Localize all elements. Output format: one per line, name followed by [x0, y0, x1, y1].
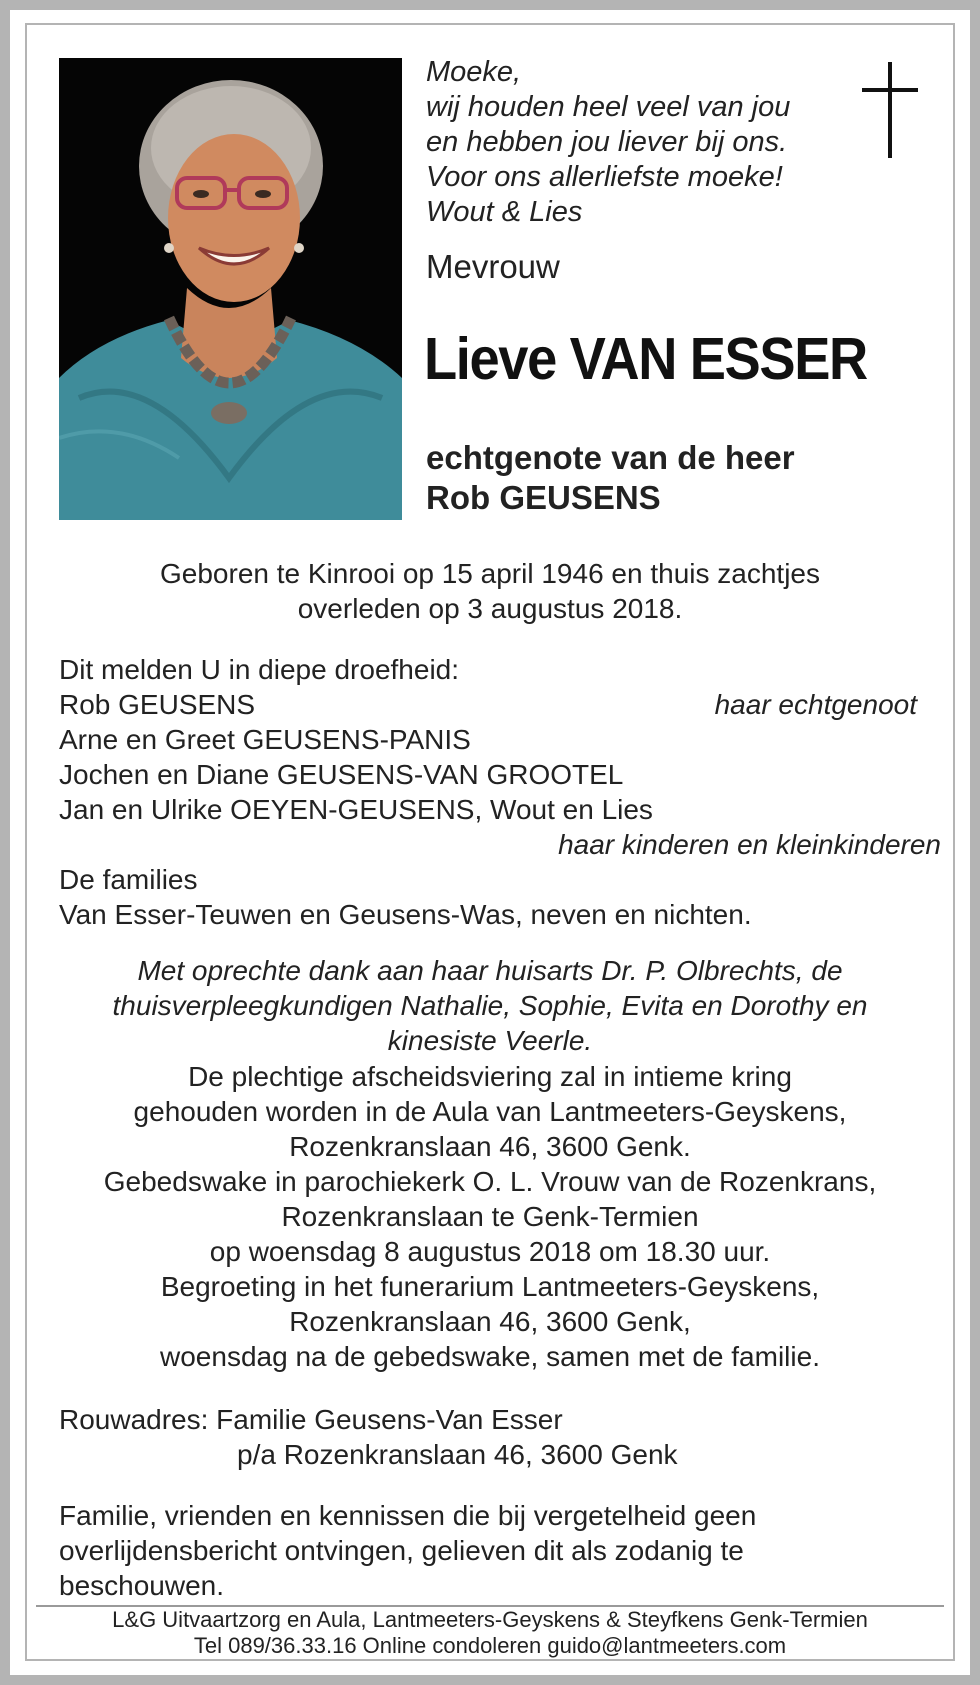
- family-announcement: [59, 652, 941, 932]
- cross-icon: [862, 62, 920, 158]
- dedication-line: wij houden heel veel van jou: [426, 91, 791, 123]
- ceremony-line: Gebedswake in parochiekerk O. L. Vrouw van de Rozenkrans,: [103, 1166, 877, 1197]
- address-line: p/a Rozenkranslaan 46, 3600 Genk: [237, 1439, 678, 1470]
- address-line: Rouwadres: Familie Geusens-Van Esser: [59, 1404, 563, 1435]
- announcement-intro: Dit melden U in diepe droefheid:: [59, 654, 460, 685]
- families-label: De families: [59, 864, 198, 895]
- spouse-name: Rob GEUSENS: [426, 479, 661, 516]
- thanks-paragraph: [40, 953, 940, 1058]
- birth-death-info: [40, 556, 940, 626]
- notice-line: beschouwen.: [59, 1570, 225, 1601]
- ceremony-line: De plechtige afscheidsviering zal in intieme kring: [188, 1061, 792, 1092]
- dedication-line: Moeke,: [426, 56, 522, 88]
- husband-row: [59, 687, 929, 722]
- footer: [40, 1607, 940, 1659]
- ceremony-line: Rozenkranslaan te Genk-Termien: [281, 1201, 699, 1232]
- deceased-name: Lieve VAN ESSER: [424, 326, 867, 392]
- thanks-line: Met oprechte dank aan haar huisarts Dr. P. Olbrechts, de: [137, 955, 843, 986]
- ceremony-line: Rozenkranslaan 46, 3600 Genk.: [289, 1131, 691, 1162]
- notice-line: Familie, vrienden en kennissen die bij vergetelheid geen: [59, 1500, 757, 1531]
- notice-line: overlijdensbericht ontvingen, gelieven dit als zodanig te: [59, 1535, 744, 1566]
- spouse-relation: echtgenote van de heer: [426, 439, 795, 476]
- dedication-line: en hebben jou liever bij ons.: [426, 126, 788, 158]
- children-role-row: [59, 827, 941, 862]
- dedication-line: Voor ons allerliefste moeke!: [426, 161, 783, 193]
- ceremony-line: woensdag na de gebedswake, samen met de familie.: [160, 1341, 820, 1372]
- birth-death-line: Geboren te Kinrooi op 15 april 1946 en thuis zachtjes: [160, 558, 820, 589]
- ceremony-line: Rozenkranslaan 46, 3600 Genk,: [289, 1306, 691, 1337]
- husband-name: Rob GEUSENS: [59, 689, 256, 720]
- portrait-photo: [59, 58, 402, 520]
- thanks-line: kinesiste Veerle.: [387, 1025, 593, 1056]
- ceremony-line: Begroeting in het funerarium Lantmeeters-Geyskens,: [160, 1271, 820, 1302]
- portrait-illustration: [59, 58, 402, 520]
- dedication-line: Wout & Lies: [426, 196, 583, 228]
- salutation: Mevrouw: [426, 248, 560, 285]
- dedication-poem: [426, 55, 856, 230]
- footer-contact: Tel 089/36.33.16 Online condoleren guido@lantmeeters.com: [193, 1633, 787, 1658]
- families-line: Van Esser-Teuwen en Geusens-Was, neven en nichten.: [59, 899, 752, 930]
- child-row: Jochen en Diane GEUSENS-VAN GROOTEL: [59, 759, 624, 790]
- ceremony-line: gehouden worden in de Aula van Lantmeeters-Geyskens,: [133, 1096, 847, 1127]
- ceremony-line: op woensdag 8 augustus 2018 om 18.30 uur.: [209, 1236, 771, 1267]
- birth-death-line: overleden op 3 augustus 2018.: [297, 593, 683, 624]
- children-role: haar kinderen en kleinkinderen: [558, 829, 941, 860]
- thanks-line: thuisverpleegkundigen Nathalie, Sophie, Evita en Dorothy en: [112, 990, 868, 1021]
- notice-paragraph: [59, 1498, 929, 1603]
- child-row: Jan en Ulrike OEYEN-GEUSENS, Wout en Lies: [59, 794, 653, 825]
- child-row: Arne en Greet GEUSENS-PANIS: [59, 724, 471, 755]
- mourning-address: [59, 1402, 929, 1472]
- ceremony-details: [40, 1059, 940, 1374]
- husband-role: haar echtgenoot: [714, 689, 917, 720]
- footer-company: L&G Uitvaartzorg en Aula, Lantmeeters-Geyskens & Steyfkens Genk-Termien: [112, 1607, 868, 1632]
- spouse-info: [426, 438, 795, 518]
